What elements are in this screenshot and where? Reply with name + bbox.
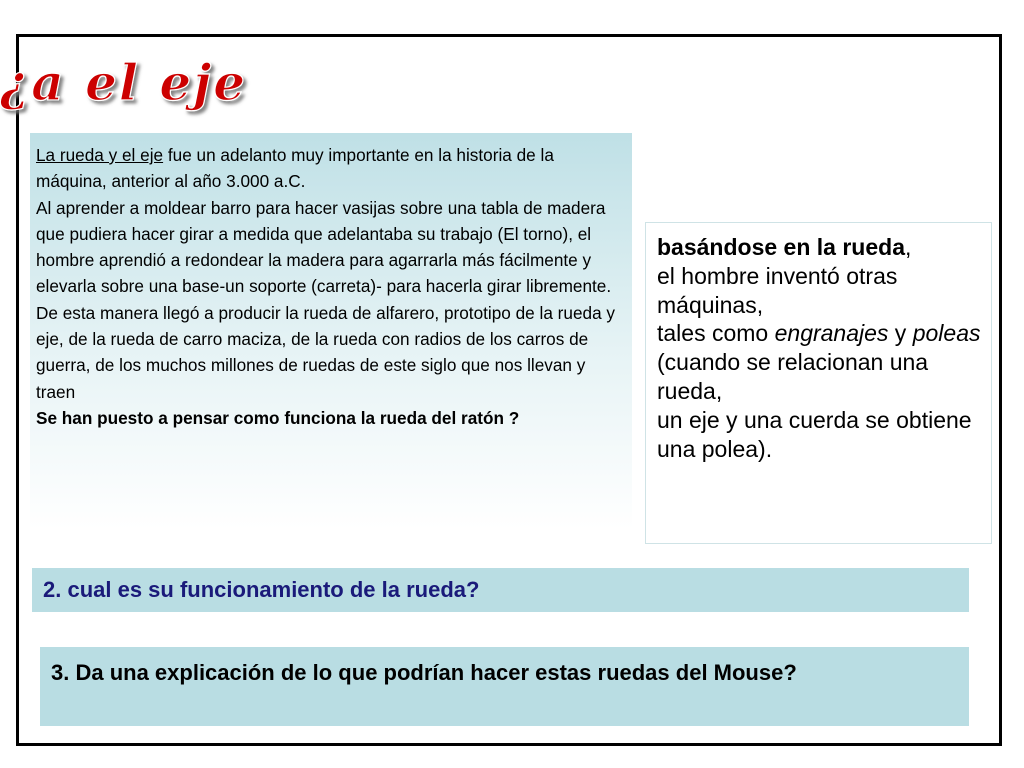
question-3-box	[40, 647, 969, 726]
side-line-2: el hombre inventó otras máquinas,	[657, 262, 898, 318]
question-2-box	[32, 568, 969, 612]
side-line-5: un eje y una cuerda se obtiene una polea).	[657, 406, 972, 462]
side-text-box	[645, 222, 992, 544]
intro-question: Se han puesto a pensar como funciona la rueda del ratón ?	[36, 407, 520, 428]
intro-line1-text: fue un adelanto muy importante en la historia de la máquina, anterior al año 3.000 a.C.	[36, 145, 554, 192]
question-3-text: 3. Da una explicación de lo que podrían hacer estas ruedas del Mouse?	[51, 660, 797, 685]
side-line3-a: tales como	[657, 320, 775, 347]
side-poleas: poleas	[912, 320, 981, 347]
side-engranajes: engranajes	[774, 320, 889, 347]
question-2-text: 2. cual es su funcionamiento de la rueda?	[43, 577, 480, 602]
side-line-1	[657, 233, 981, 262]
intro-paragraph-1	[36, 142, 626, 195]
slide-title	[0, 42, 300, 122]
side-line-4: (cuando se relacionan una rueda,	[657, 349, 929, 404]
side-bold-start: basándose en la rueda	[657, 234, 905, 260]
intro-text-box	[30, 133, 632, 529]
side-comma: ,	[904, 234, 912, 260]
intro-paragraph-2: Al aprender a moldear barro para hacer vasijas sobre una tabla de madera que pudiera hacer girar a medida que adelantaba su trabajo (El torno), el hombre aprendió a redondear la madera para agarrarla más fácilmente y elevarla sobre una base-un soporte (carreta)- para hacerla girar libremente. De esta manera llegó a producir la rueda de alfarero, prototipo de la rueda y eje, de la rueda de carro maciza, de la rueda con radios de los carros de guerra, de los muchos millones de ruedas de este siglo que nos llevan y traen	[36, 197, 615, 402]
intro-underlined-term: La rueda y el eje	[36, 145, 164, 165]
side-line-3	[657, 319, 981, 348]
side-line3-y: y	[888, 320, 913, 347]
title-text: ¿a el eje	[0, 53, 248, 112]
